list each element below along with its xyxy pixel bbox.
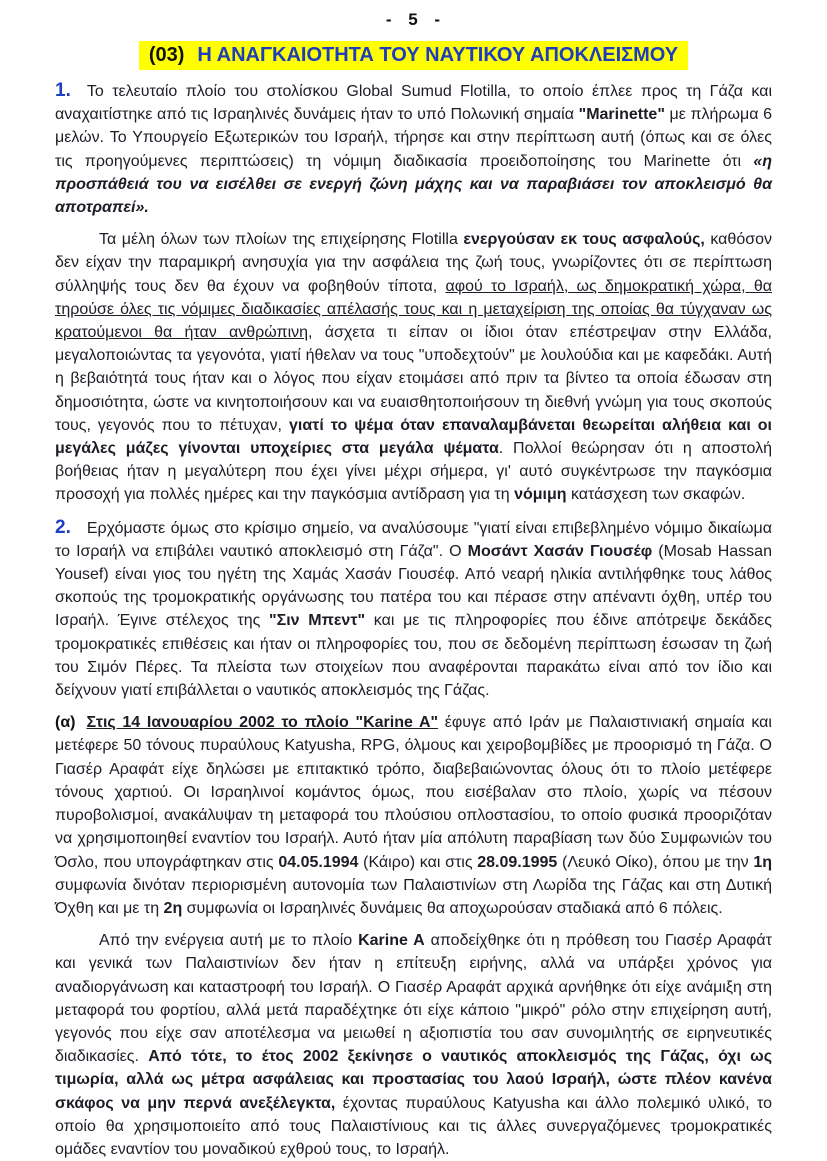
section-number: (03) [148,44,185,66]
section-title-text: Η ΑΝΑΓΚΑΙΟΤΗΤΑ ΤΟΥ ΝΑΥΤΙΚΟΥ ΑΠΟΚΛΕΙΣΜΟΥ [197,44,679,66]
paragraph-1-marker: 1. [55,80,71,101]
paragraph-1 [55,79,772,219]
text-segment: Ερχόμαστε όμως στο κρίσιμο σημείο, να αναλύσουμε "γιατί είναι επιβεβλημένο νόμιμο δικαίωμα το Ισραήλ να επιβάλει ναυτικό αποκλεισμό στη Γάζα". Ο [55,519,772,560]
text-segment: (Κάιρο) και στις [358,853,478,871]
paragraph-2-text [55,231,772,503]
text-segment: (Λευκό Οίκο), όπου με την [557,853,754,871]
text-segment: συμφωνία οι Ισραηλινές δυνάμεις θα αποχωρούσαν σταδιακά από 6 πόλεις. [182,899,723,917]
text-segment: Το τελευταίο πλοίο του στολίσκου Global Sumud Flotilla, το οποίο έπλεε προς τη Γάζα και αναχαιτίστηκε από τις Ισραηλινές δυνάμεις ήταν το υπό Πολωνική σημαία [55,83,772,124]
text-segment: κατάσχεση των σκαφών. [566,486,746,504]
paragraph-alpha-text [55,714,772,917]
text-segment: με πλήρωμα 6 μελών. Το Υπουργείο Εξωτερικών του Ισραήλ, τήρησε και στην περίπτωση αυτή (όπως και σε όλες τις προηγούμενες περιπτώσεις) τη νόμιμη διαδικασία προειδοποίησης του Marinette ότι [55,106,772,170]
text-segment: Τα μέλη όλων των πλοίων της επιχείρησης Flotilla [99,231,464,249]
text-segment: . Πολλοί θεώρησαν ότι η αποστολή βοήθειας ήταν η μεγαλύτερη που έχει γίνει μέχρι σήμερα, γι' αυτό συγκέντρωσε την παγκόσμια προσοχή για πολλές ημέρες και την παγκόσμια αντίδραση για τη [55,440,773,504]
text-segment: "Marinette" [578,106,665,124]
section-title-highlight [139,41,688,70]
text-segment: 1η [753,853,772,871]
text-segment: συμφωνία δινόταν περιορισμένη αυτονομία των Παλαιστινίων στη Λωρίδα της Γάζας και στη Δυτική Όχθη και με τη [55,876,772,917]
paragraph-alpha [55,711,772,920]
text-segment: έφυγε από Ιράν με Παλαιστινιακή σημαία και μετέφερε 50 τόνους πυραύλους Katyusha, RPG, όλμους και χειροβομβίδες με προορισμό τη Γάζα. Ο Γιασέρ Αραφάτ είχε δηλώσει με επιτακτικό τρόπο, διαβεβαιώνοντας όλους ότι το πλοίο μετέφερε τόνους χαρτιού. Οι Ισραηλινοί κομάντος όμως, που εισέβαλαν στο πλοίο, χωρίς να πέσουν πυροβολισμοί, ανακάλυψαν τη μεταφορά του πλούσιου οπλοστασίου, το οποίο φυσικά προοριζόταν να χρησιμοποιηθεί εναντίον του Ισραήλ. Αυτό ήταν μία απόλυτη παραβίαση των δύο Συμφωνιών του Όσλο, που υπογράφτηκαν στις [55,714,772,871]
text-segment: αφού το Ισραήλ, ως δημοκρατική χώρα, θα τηρούσε όλες τις νόμιμες διαδικασίες απέλασής τους και η μεταχείριση της οποίας θα τύγχαναν ως κρατούμενοι θα ήταν ανθρώπινη, [55,277,773,342]
paragraph-3-marker: 2. [55,516,71,538]
paragraph-3-text [55,520,772,699]
text-segment: αποδείχθηκε ότι η πρόθεση του Γιασέρ Αραφάτ και γενικά των Παλαιστινίων δεν ήταν η επίτευξη ειρήνης, αλλά να υπάρξει χρόνος για αναδιοργάνωση και καταστροφή του Ισραήλ. Ο Γιασέρ Αραφάτ αρχικά αρνήθηκε ότι είχε ανάμιξη στη μεταφορά του φορτίου, αλλά μετά παραδέχτηκε ότι είχε κάποιο "μικρό" ρόλο στην επιχείρηση αυτή, γεγονός που είχε σαν αποτέλεσμα να μειωθεί η αξιοπιστία του σαν συνομιλητής σε ειρηνευτικές διαδικασίες. [55,932,773,1066]
section-title [55,41,772,70]
paragraph-3 [55,516,772,703]
text-segment: «η προσπάθειά του να εισέλθει σε ενεργή ζώνη μάχης και να παραβιάσει τον αποκλεισμό θα αποτραπεί». [55,152,772,217]
text-segment: Στις 14 Ιανουαρίου 2002 το πλοίο "Karine A" [86,714,439,732]
text-segment: (Mosab Hassan Yousef) είναι γιος του ηγέτη της Χαμάς Χασάν Γιουσέφ. Από νεαρή ηλικία αντιλήφθηκε τους λάθος σκοπούς της τρομοκρατικής οργάνωσης του πατέρα του και πέρασε στην απέναντι όχθη, υπέρ του Ισραήλ. Έγινε στέλεχος της [55,542,772,630]
paragraph-5-text [55,932,772,1158]
paragraph-1-text [55,83,772,216]
text-segment: 28.09.1995 [477,853,558,871]
text-segment: 2η [163,899,183,917]
text-segment: νόμιμη [514,486,567,504]
text-segment: γιατί το ψέμα όταν επαναλαμβάνεται θεωρείται αλήθεια και οι μεγάλες μάζες γίνονται υποχείριες στα μεγάλα ψέματα [55,416,773,458]
paragraph-2 [55,228,772,506]
text-segment: ενεργούσαν εκ τους ασφαλούς, [463,231,705,249]
text-segment: 04.05.1994 [278,853,359,871]
text-segment: Από τότε, το έτος 2002 ξεκίνησε ο ναυτικός αποκλεισμός της Γάζας, όχι ως τιμωρία, αλλά ως μέτρα ασφάλειας και προστασίας του λαού Ισραήλ, ώστε πλέον κανένα σκάφος να μην περνά ανεξέλεγκτα, [55,1048,773,1112]
paragraph-5 [55,929,772,1161]
text-segment: Από την ενέργεια αυτή με το πλοίο [99,932,359,950]
text-segment: έχοντας πυραύλους Katyusha και άλλο πολεμικό υλικό, το οποίο θα χρησιμοποιείτο από τους Παλαιστίνιους και τις άλλες συνεργαζόμενες τρομοκρατικές ομάδες εναντίον του μοναδικού εχθρού τους, το Ισραήλ. [55,1094,772,1158]
text-segment: και με τις πληροφορίες που έδινε απότρεψε δεκάδες τρομοκρατικές επιθέσεις και ήταν οι πληροφορίες του, που σε δεδομένη περίπτωση έσωσαν τη ζωή του Σιμόν Πέρες. Τα πλείστα των στοιχείων που αναφέρονται παρακάτω είναι από τον ίδιο και δείχνουν γιατί επιβάλλεται ο ναυτικός αποκλεισμός της Γάζας. [55,612,773,700]
text-segment: Μοσάντ Χασάν Γιουσέφ [467,542,653,560]
text-segment: Karine A [358,932,425,950]
paragraph-alpha-marker: (α) [55,714,76,732]
text-segment: "Σιν Μπεντ" [269,612,366,630]
text-segment: άσχετα τι είπαν οι ίδιοι όταν επέστρεψαν στην Ελλάδα, μεγαλοποιώντας τα γεγονότα, γιατί ήθελαν να τους "υποδεχτούν" με λουλούδια και με καφεδάκι. Αυτή η βεβαιότητά τους ήταν και ο λόγος που είχαν ετοιμάσει από πριν τα βίντεο τα οποία έδωσαν στη δημοσιότητα, ώστε να κινητοποιήσουν και να ευαισθητοποιήσουν τη διεθνή γνώμη για τους σκοπούς τους, γεγονός που το πέτυχαν, [55,324,773,434]
page-number: - 5 - [385,10,442,29]
text-segment: καθόσον δεν είχαν την παραμικρή ανησυχία για την ασφάλεια της ζωή τους, γνωρίζοντες ότι σε περίπτωση σύλληψής τους δεν θα έχουν να φοβηθούν τίποτα, [55,231,772,295]
